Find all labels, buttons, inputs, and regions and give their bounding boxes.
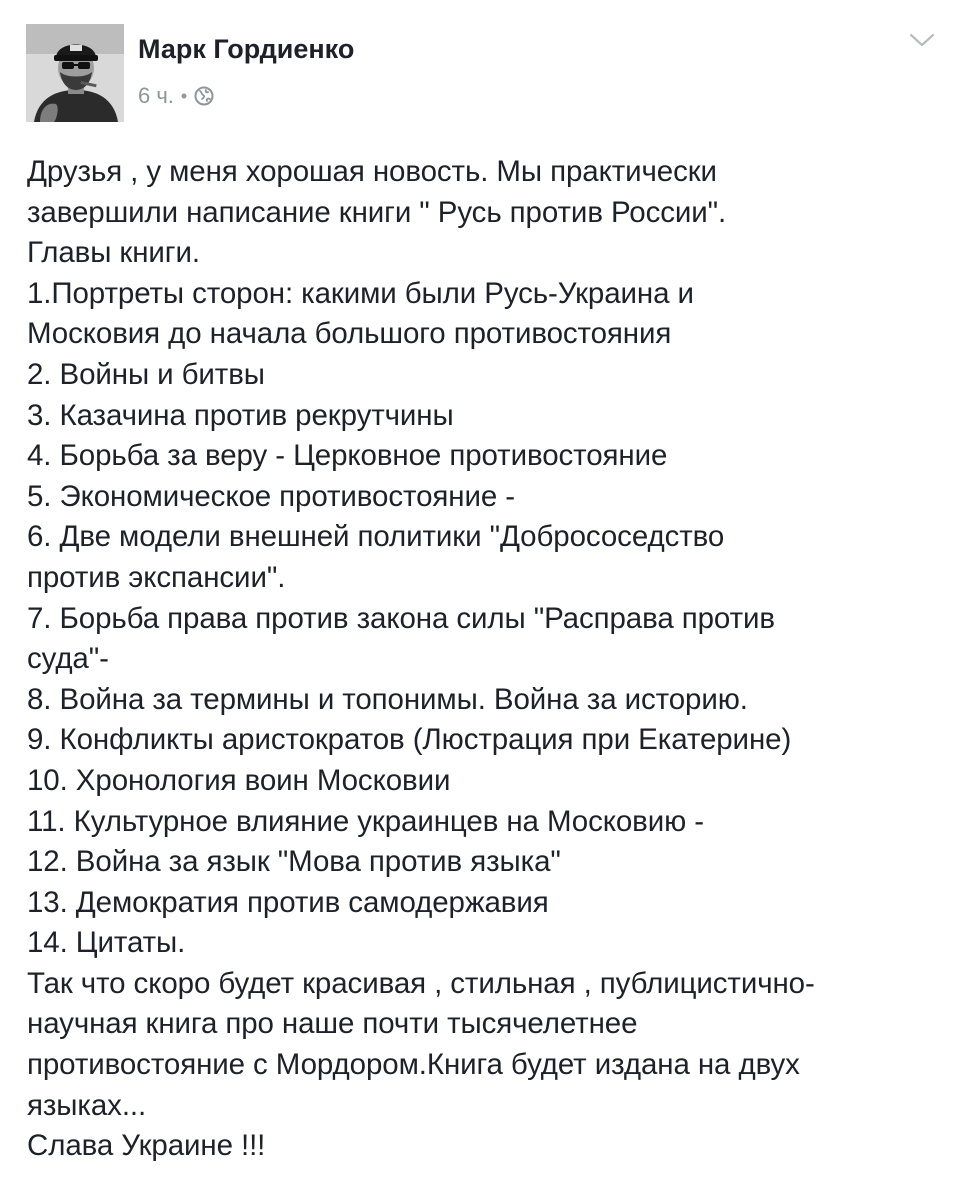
meta-separator: • [180,85,188,106]
post-text-line: 5. Экономическое противостояние - [27,479,515,513]
post-text-line: противостояние с Мордором.Книга будет издана на двух [27,1048,800,1082]
globe-icon[interactable] [194,86,214,106]
post-text-line: 1.Портреты сторон: какими были Русь-Украина и [27,276,694,310]
post-text-line: 3. Казачина против рекрутчины [27,398,454,432]
chevron-down-icon[interactable] [908,30,936,50]
post-text-line: завершили написание книги " Русь против России". [27,195,727,229]
post-text-line: 11. Культурное влияние украинцев на Московию - [27,804,704,838]
post-text-line: 9. Конфликты аристократов (Люстрация при Екатерине) [27,723,792,757]
avatar-photo [26,24,124,122]
post-text-line: против экспансии". [27,560,286,594]
post-text-line: 2. Войны и битвы [27,357,265,391]
post-text-line: 10. Хронология воин Московии [27,763,451,797]
post-text-line: 7. Борьба права против закона силы "Расправа против [27,601,775,635]
post-text-line: Главы книги. [27,236,200,270]
post-text-line: 6. Две модели внешней политики "Добрососедство [27,520,725,554]
post-header [26,24,942,124]
post-text-line: научная книга про наше почти тысячелетнее [27,1007,638,1041]
post-text-line: суда"- [27,642,109,676]
post-text-line: 13. Демократия против самодержавия [27,885,549,919]
post-text-line: Друзья , у меня хорошая новость. Мы практически [27,155,717,188]
post-text-line: языках... [27,1088,147,1122]
post-text-line: Московия до начала большого противостояния [27,317,672,351]
avatar[interactable] [26,24,124,122]
post-text-line: Слава Украине !!! [27,1129,266,1163]
post-text [27,152,932,1167]
post-text-line: Так что скоро будет красивая , стильная , публицистично- [27,966,815,1000]
post-text-line: 12. Война за язык "Мова против языка" [27,845,561,879]
post-meta [138,82,214,110]
post-text-line: 4. Борьба за веру - Церковное противостояние [27,439,668,473]
post-time[interactable]: 6 ч. [138,83,174,108]
post-text-line: 8. Война за термины и топонимы. Война за историю. [27,682,748,716]
post-text-line: 14. Цитаты. [27,926,186,960]
author-name[interactable]: Марк Гордиенко [138,34,355,64]
